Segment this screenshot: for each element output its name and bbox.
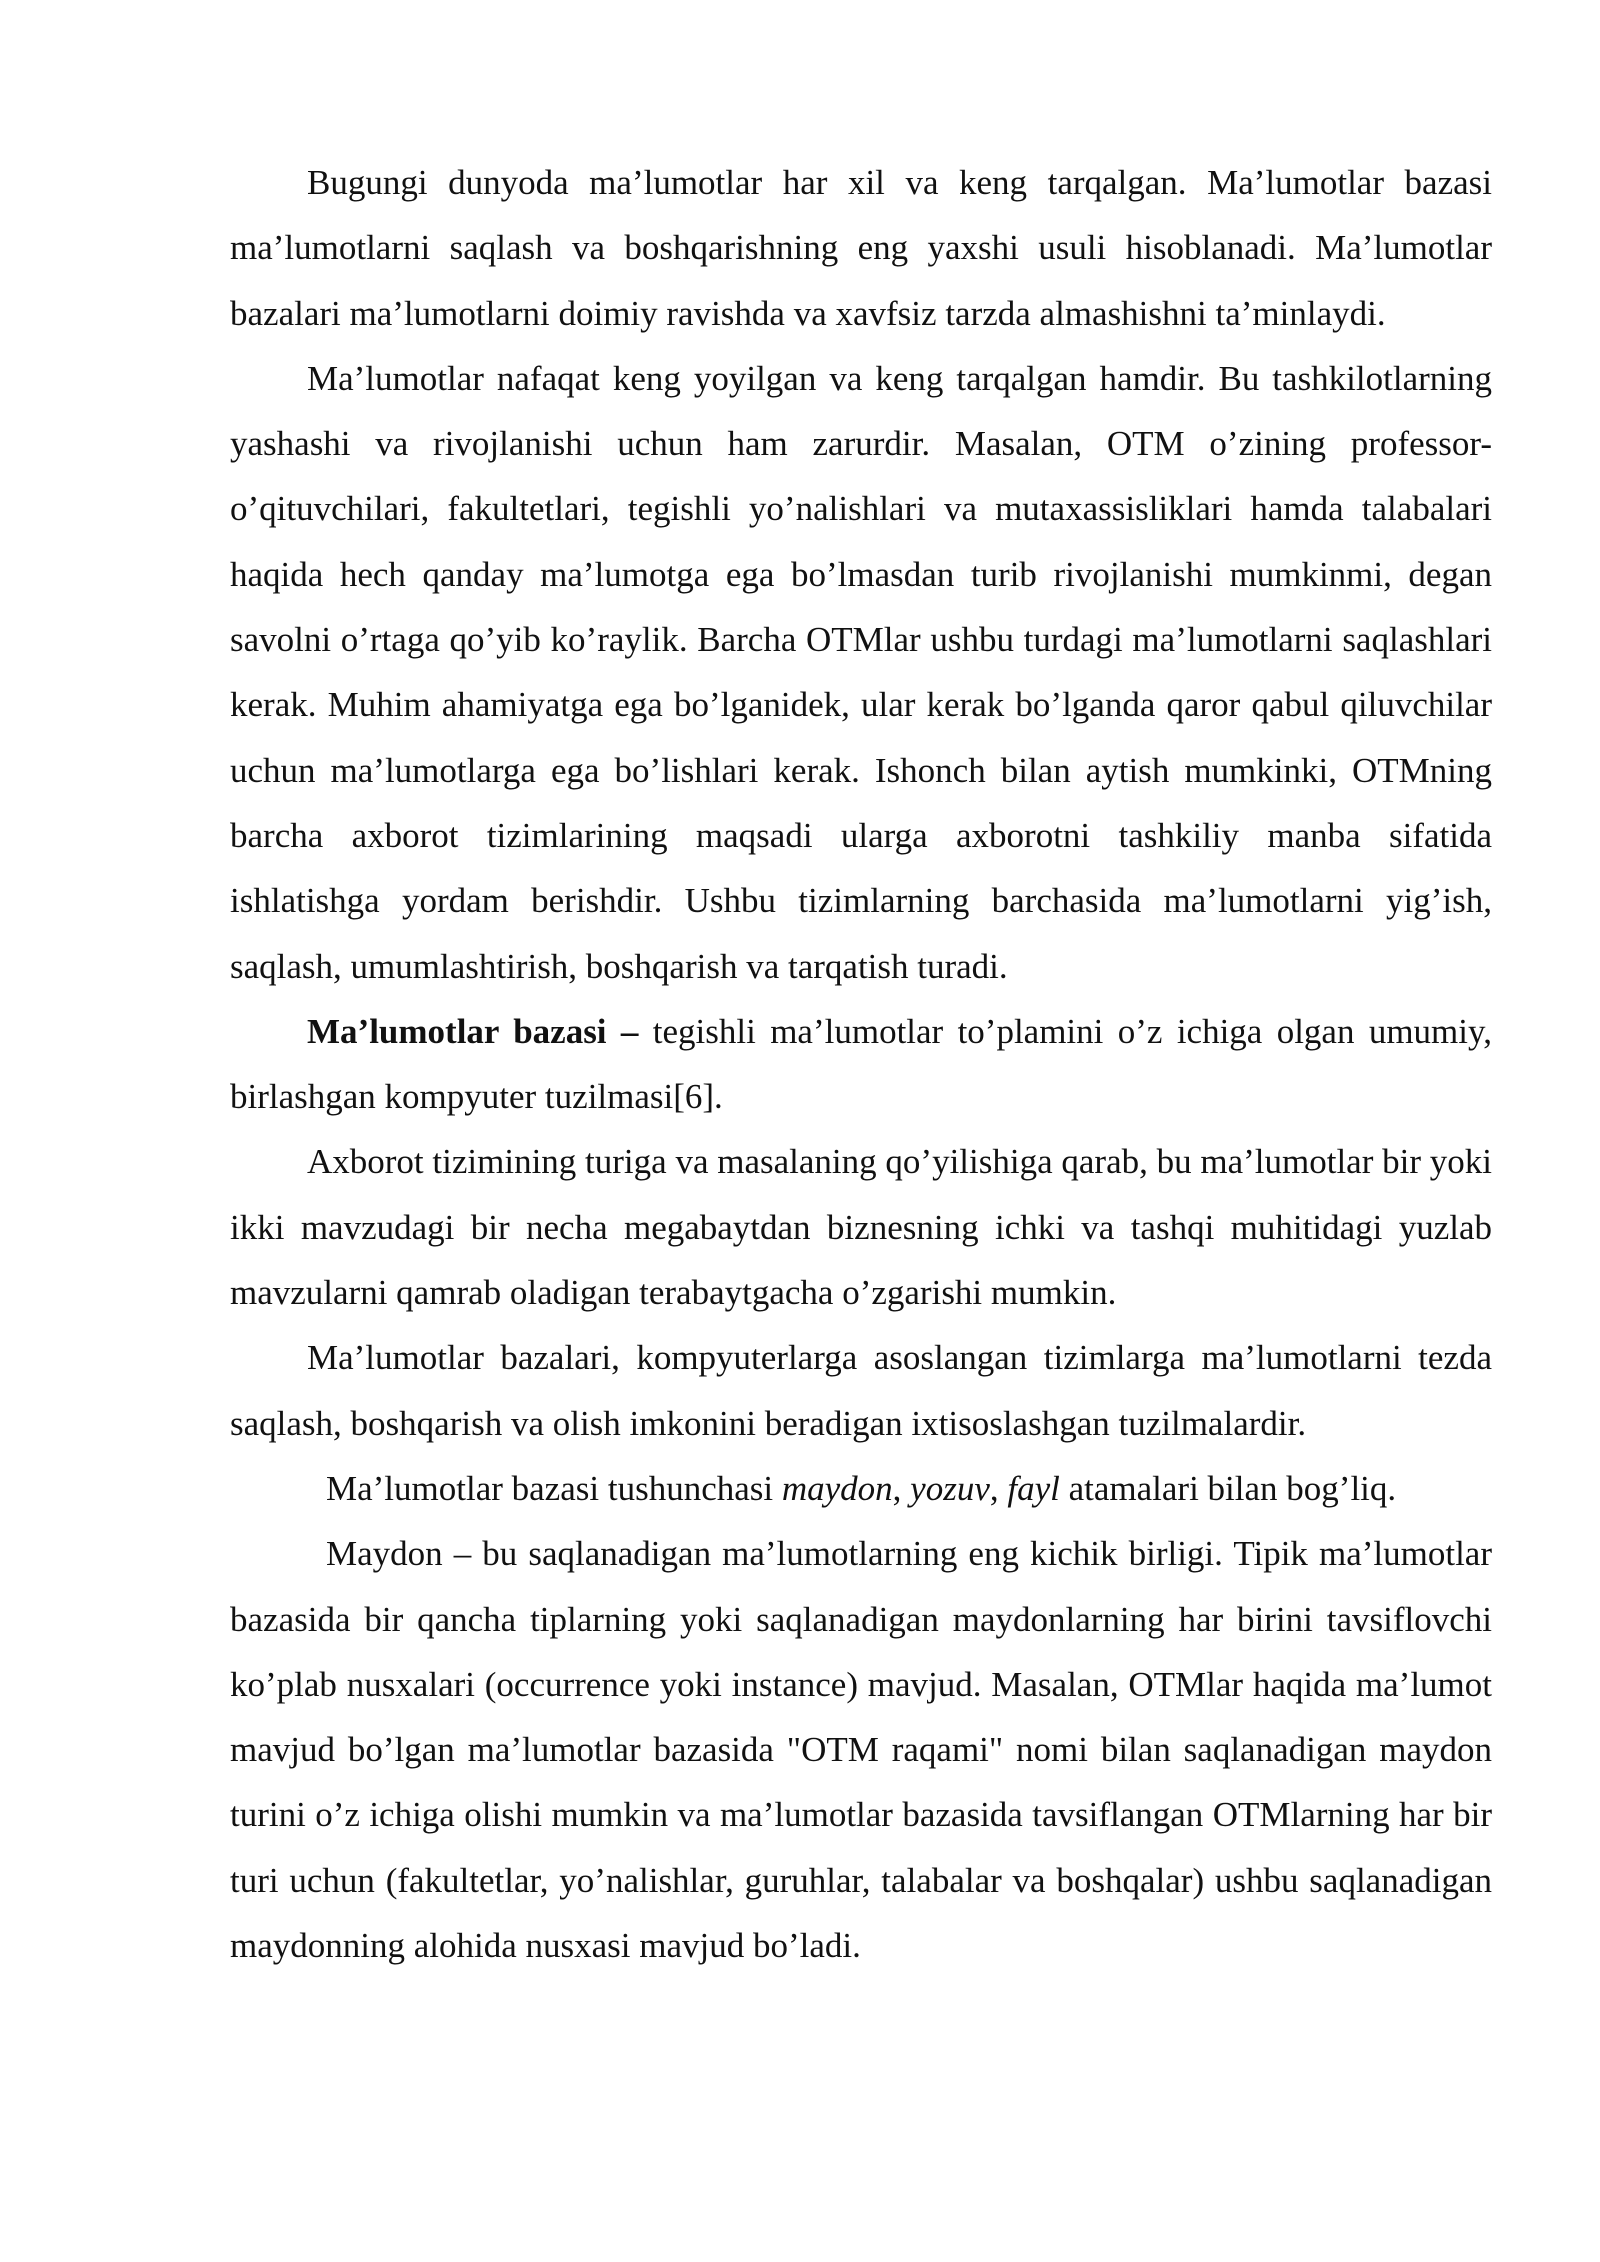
paragraph-4 — [230, 1129, 1492, 1325]
paragraph-1-text: Bugungi dunyoda ma’lumotlar har xil va keng tarqalgan. Ma’lumotlar bazasi ma’lumotlarni saqlash va boshqarishning eng yaxshi usuli hisoblanadi. Ma’lumotlar bazalari ma’lumotlarni doimiy ravishda va xavfsiz tarzda almashishni ta’minlaydi. — [230, 163, 1492, 333]
paragraph-2 — [230, 346, 1492, 999]
paragraph-3-definition — [230, 999, 1492, 1130]
paragraph-5 — [230, 1325, 1492, 1456]
definition-term: Ma’lumotlar bazasi – — [307, 1011, 639, 1051]
paragraph-6 — [230, 1456, 1492, 1521]
term-fayl: fayl — [1007, 1468, 1060, 1508]
paragraph-4-text: Axborot tizimining turiga va masalaning qo’yilishiga qarab, bu ma’lumotlar bir yoki ikki mavzudagi bir necha megabaytdan biznesning ichki va tashqi muhitidagi yuzlab mavzularni qamrab oladigan terabaytgacha o’zgarishi mumkin. — [230, 1142, 1492, 1313]
paragraph-5-text: Ma’lumotlar bazalari, kompyuterlarga asoslangan tizimlarga ma’lumotlarni tezda saqlash, boshqarish va olish imkonini beradigan ixtisoslashgan tuzilmalardir. — [230, 1338, 1492, 1443]
separator-2: , — [989, 1468, 1008, 1508]
term-yozuv: yozuv — [910, 1468, 990, 1508]
definition-text: tegishli ma’lumotlar to’plamini o’z ichiga olgan umumiy, birlashgan kompyuter tuzilmasi[6]. — [230, 1011, 1492, 1117]
paragraph-7 — [230, 1521, 1492, 1978]
paragraph-1 — [230, 150, 1492, 346]
paragraph-6-text-start: Ma’lumotlar bazasi tushunchasi — [326, 1468, 782, 1508]
term-maydon: maydon — [781, 1468, 893, 1508]
paragraph-6-text-end: atamalari bilan bog’liq. — [1059, 1468, 1397, 1508]
separator-1: , — [892, 1468, 911, 1508]
paragraph-2-text: Ma’lumotlar nafaqat keng yoyilgan va keng tarqalgan hamdir. Bu tashkilotlarning yashashi va rivojlanishi uchun ham zarurdir. Masalan, OTM o’zining professor-o’qituvchilari, fakultetlari, tegishli yo’nalishlari va mutaxassisliklari hamda talabalari haqida hech qanday ma’lumotga ega bo’lmasdan turib rivojlanishi mumkinmi, degan savolni o’rtaga qo’yib ko’raylik. Barcha OTMlar ushbu turdagi ma’lumotlarni saqlashlari kerak. Muhim ahamiyatga ega bo’lganidek, ular kerak bo’lganda qaror qabul qiluvchilar uchun ma’lumotlarga ega bo’lishlari kerak. Ishonch bilan aytish mumkinki, OTMning barcha axborot tizimlarining maqsadi ularga axborotni tashkiliy manba sifatida ishlatishga yordam berishdir. Ushbu tizimlarning barchasida ma’lumotlarni yig’ish, saqlash, umumlashtirish, boshqarish va tarqatish turadi. — [230, 358, 1492, 986]
document-page — [230, 150, 1492, 1978]
paragraph-7-text: Maydon – bu saqlanadigan ma’lumotlarning eng kichik birligi. Tipik ma’lumotlar bazasida bir qancha tiplarning yoki saqlanadigan maydonlarning har birini tavsiflovchi ko’plab nusxalari (occurrence yoki instance) mavjud. Masalan, OTMlar haqida ma’lumot mavjud bo’lgan ma’lumotlar bazasida "OTM raqami" nomi bilan saqlanadigan maydon turini o’z ichiga olishi mumkin va ma’lumotlar bazasida tavsiflangan OTMlarning har bir turi uchun (fakultetlar, yo’nalishlar, guruhlar, talabalar va boshqalar) ushbu saqlanadigan maydonning alohida nusxasi mavjud bo’ladi. — [230, 1534, 1492, 1966]
